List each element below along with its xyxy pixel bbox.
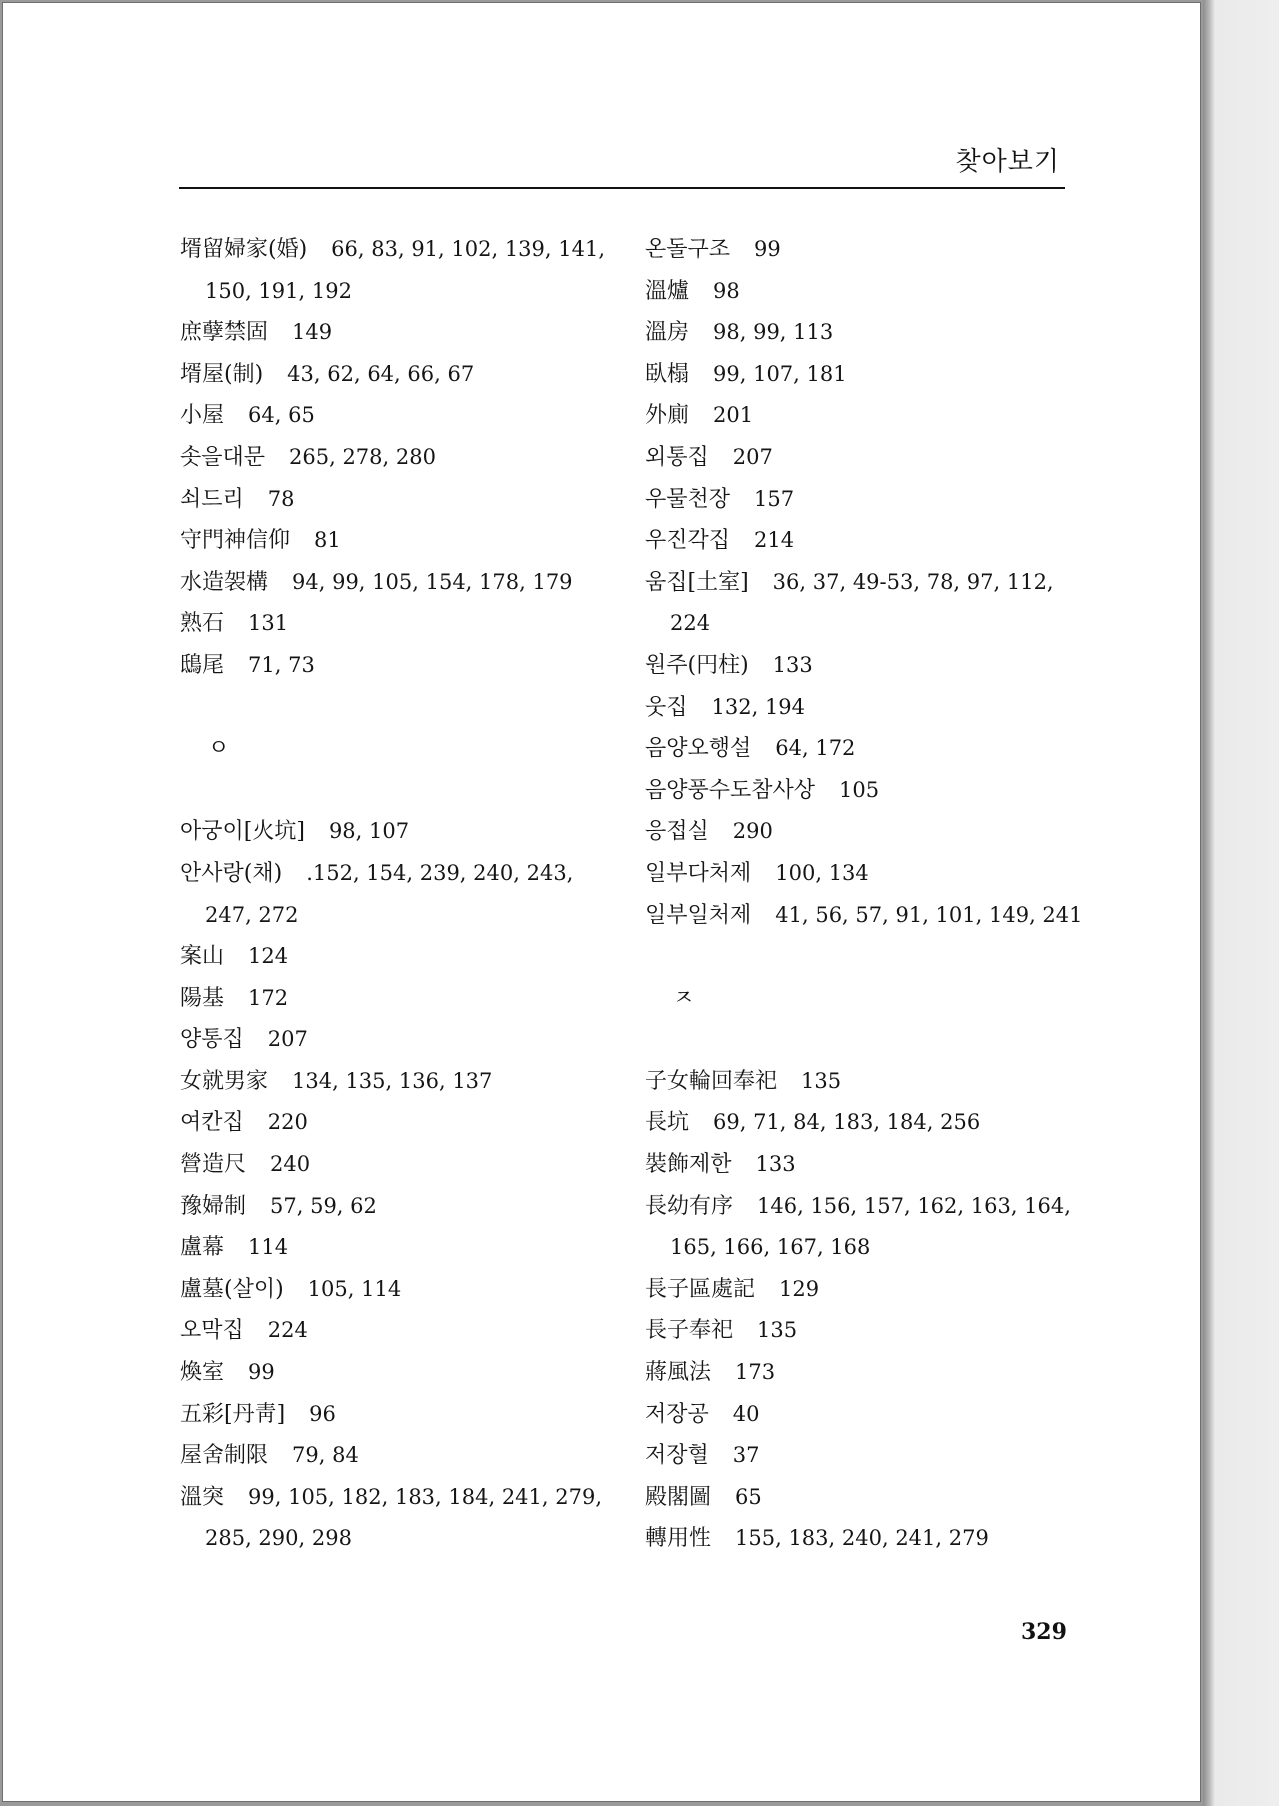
index-entry <box>180 811 625 853</box>
index-entry <box>180 1144 625 1186</box>
index-term: 子女輪回奉祀 <box>645 1068 778 1094</box>
section-letter-heading: ㅇ <box>208 736 230 762</box>
index-term: 陽基 <box>180 985 225 1011</box>
index-term: 일부다처제 <box>645 860 752 886</box>
page-references: 41, 56, 57, 91, 101, 149, 241 <box>775 902 1083 927</box>
index-term: 外廁 <box>645 403 690 429</box>
page-references: 36, 37, 49-53, 78, 97, 112, <box>772 569 1054 594</box>
index-entry <box>645 1186 1085 1228</box>
section-spacer <box>180 770 625 812</box>
index-entry <box>645 1144 1085 1186</box>
index-entry <box>645 1477 1085 1519</box>
index-entry <box>645 271 1085 313</box>
index-entry-continuation <box>645 603 1085 645</box>
index-term: 裝飾제한 <box>645 1152 732 1178</box>
index-entry <box>645 520 1085 562</box>
running-header: 찾아보기 <box>955 147 1060 177</box>
index-column-left <box>180 229 625 1560</box>
index-term: 女就男家 <box>180 1068 269 1094</box>
index-term: 쇠드리 <box>180 486 244 512</box>
index-entry <box>180 1394 625 1436</box>
index-entry <box>180 603 625 645</box>
page-references: 132, 194 <box>711 694 806 719</box>
index-term: 屋舍制限 <box>180 1443 269 1469</box>
index-term: 五彩[丹靑] <box>180 1401 286 1427</box>
index-entry <box>645 229 1085 271</box>
page-references: 146, 156, 157, 162, 163, 164, <box>757 1193 1071 1218</box>
index-entry <box>180 1435 625 1477</box>
page-references: 124 <box>248 944 289 969</box>
index-entry <box>180 562 625 604</box>
index-entry <box>645 770 1085 812</box>
index-entry <box>645 811 1085 853</box>
index-entry <box>180 936 625 978</box>
index-entry <box>180 1019 625 1061</box>
page-references: .152, 154, 239, 240, 243, <box>306 860 574 885</box>
index-entry-continuation <box>180 1518 625 1560</box>
index-entry <box>645 479 1085 521</box>
book-page <box>2 2 1201 1802</box>
index-entry <box>645 1518 1085 1560</box>
page-references: 131 <box>248 611 289 636</box>
index-entry <box>180 645 625 687</box>
page-references: 150, 191, 192 <box>205 278 352 303</box>
page-references: 99 <box>248 1360 275 1385</box>
header-rule <box>179 187 1065 189</box>
index-entry <box>180 229 625 271</box>
index-column-right <box>645 229 1085 1560</box>
index-term: 營造尺 <box>180 1152 247 1178</box>
index-term: 熟石 <box>180 611 225 637</box>
page-references: 66, 83, 91, 102, 139, 141, <box>331 237 606 261</box>
page-references: 201 <box>713 403 754 428</box>
index-entry <box>645 312 1085 354</box>
index-entry <box>180 1186 625 1228</box>
section-spacer <box>180 687 625 729</box>
index-entry <box>645 354 1085 396</box>
index-entry <box>180 1102 625 1144</box>
page-references: 157 <box>754 486 795 511</box>
index-entry <box>645 1352 1085 1394</box>
index-entry <box>645 1310 1085 1352</box>
page-references: 99, 107, 181 <box>713 361 847 386</box>
page-references: 165, 166, 167, 168 <box>670 1235 871 1260</box>
page-references: 114 <box>248 1235 289 1260</box>
index-term: 우물천장 <box>645 486 731 512</box>
index-term: 轉用性 <box>645 1526 712 1552</box>
index-term: 저장혈 <box>645 1443 709 1469</box>
index-term: 長子奉祀 <box>645 1318 734 1344</box>
page-references: 285, 290, 298 <box>205 1526 352 1551</box>
page-references: 78 <box>267 486 295 511</box>
index-entry <box>180 354 625 396</box>
index-term: 일부일처제 <box>645 902 752 928</box>
page-references: 79, 84 <box>292 1443 359 1468</box>
index-term: 움집[土室] <box>645 569 749 595</box>
page-references: 81 <box>314 528 341 553</box>
index-term: 水造袈構 <box>180 569 269 595</box>
index-term: 웃집 <box>645 694 688 720</box>
index-entry-continuation <box>180 271 625 313</box>
index-term: 壻屋(制) <box>180 361 264 387</box>
index-term: 鴟尾 <box>180 652 225 678</box>
page-references: 96 <box>309 1401 336 1426</box>
index-entry <box>645 853 1085 895</box>
index-entry <box>645 687 1085 729</box>
index-term: 응접실 <box>645 819 709 845</box>
page-references: 214 <box>754 528 795 553</box>
page-references: 100, 134 <box>775 860 869 885</box>
page-references: 64, 172 <box>775 736 856 761</box>
index-term: 우진각집 <box>645 528 731 554</box>
page-references: 37 <box>732 1443 760 1468</box>
page-references: 173 <box>735 1360 776 1385</box>
viewer-gutter <box>1203 0 1279 1806</box>
index-entry <box>645 645 1085 687</box>
index-entry <box>645 1269 1085 1311</box>
index-term: 溫突 <box>180 1484 225 1510</box>
index-term: 蔣風法 <box>645 1360 712 1386</box>
index-term: 아궁이[火坑] <box>180 819 305 845</box>
index-entry <box>180 1269 625 1311</box>
index-entry <box>180 520 625 562</box>
page-references: 290 <box>732 819 773 844</box>
index-entry <box>645 728 1085 770</box>
index-entry <box>645 1394 1085 1436</box>
page-references: 133 <box>772 652 813 677</box>
index-entry <box>645 895 1085 937</box>
page-references: 98, 107 <box>328 819 410 844</box>
index-term: 음양풍수도참사상 <box>645 777 816 803</box>
index-term: 煥室 <box>180 1360 225 1386</box>
page-references: 57, 59, 62 <box>270 1193 377 1218</box>
page-references: 40 <box>732 1401 760 1426</box>
index-term: 溫房 <box>645 320 690 346</box>
index-entry-continuation <box>645 1227 1085 1269</box>
page-references: 105, 114 <box>307 1276 402 1301</box>
page-references: 105 <box>839 777 880 802</box>
index-term: 豫婦制 <box>180 1193 247 1219</box>
index-term: 溫爐 <box>645 278 690 304</box>
index-term: 음양오행설 <box>645 736 752 762</box>
index-term: 오막집 <box>180 1318 244 1344</box>
page-references: 149 <box>292 320 333 345</box>
index-term: 案山 <box>180 944 225 970</box>
index-term: 솟을대문 <box>180 444 266 470</box>
index-entry <box>180 1352 625 1394</box>
page-references: 207 <box>267 1027 308 1052</box>
index-term: 온돌구조 <box>645 237 731 262</box>
index-term: 小屋 <box>180 403 225 429</box>
index-term: 守門神信仰 <box>180 528 291 554</box>
index-term: 盧墓(살이) <box>180 1276 284 1302</box>
index-entry <box>180 1227 625 1269</box>
index-entry <box>180 978 625 1020</box>
page-references: 135 <box>757 1318 798 1343</box>
page-references: 220 <box>267 1110 308 1135</box>
page-references: 155, 183, 240, 241, 279 <box>735 1526 989 1551</box>
index-term: 원주(円柱) <box>645 652 749 678</box>
page-references: 99, 105, 182, 183, 184, 241, 279, <box>248 1484 603 1509</box>
section-letter-heading: ㅈ <box>673 985 695 1011</box>
index-term: 長子區處記 <box>645 1276 756 1302</box>
index-term: 壻留婦家(婚) <box>180 237 308 262</box>
page-references: 64, 65 <box>248 403 315 428</box>
page-references: 98 <box>713 278 740 303</box>
section-spacer <box>645 1019 1085 1061</box>
page-references: 207 <box>732 444 773 469</box>
page-number: 329 <box>1021 1619 1067 1645</box>
page-references: 43, 62, 64, 66, 67 <box>287 361 475 386</box>
page-references: 69, 71, 84, 183, 184, 256 <box>713 1110 981 1135</box>
index-entry <box>645 1435 1085 1477</box>
page-references: 71, 73 <box>248 652 315 677</box>
index-term: 양통집 <box>180 1027 244 1053</box>
page-references: 99 <box>754 237 781 261</box>
index-term: 長坑 <box>645 1110 690 1136</box>
page-references: 135 <box>801 1068 842 1093</box>
page-references: 247, 272 <box>205 902 299 927</box>
index-term: 여칸집 <box>180 1110 244 1136</box>
page-references: 133 <box>755 1152 796 1177</box>
page-references: 134, 135, 136, 137 <box>292 1068 493 1093</box>
index-term: 외통집 <box>645 444 709 470</box>
page-references: 129 <box>779 1276 820 1301</box>
index-term: 長幼有序 <box>645 1193 734 1219</box>
index-entry <box>180 1061 625 1103</box>
index-entry <box>645 562 1085 604</box>
page-references: 240 <box>270 1152 311 1177</box>
index-entry <box>645 1102 1085 1144</box>
index-term: 盧幕 <box>180 1235 225 1261</box>
page-references: 224 <box>267 1318 308 1343</box>
index-term: 안사랑(채) <box>180 860 283 886</box>
index-entry <box>645 1061 1085 1103</box>
index-entry-continuation <box>180 895 625 937</box>
index-term: 臥榻 <box>645 361 690 387</box>
index-entry <box>180 312 625 354</box>
index-entry <box>180 395 625 437</box>
index-entry <box>180 853 625 895</box>
index-term: 저장공 <box>645 1401 709 1427</box>
index-term: 庶孽禁固 <box>180 320 269 346</box>
section-spacer <box>645 936 1085 978</box>
page-references: 98, 99, 113 <box>713 320 834 345</box>
page-references: 265, 278, 280 <box>289 444 436 469</box>
index-entry <box>180 437 625 479</box>
index-entry <box>180 1477 625 1519</box>
index-term: 殿閣圖 <box>645 1484 712 1510</box>
index-entry <box>180 1310 625 1352</box>
index-entry <box>645 395 1085 437</box>
page-references: 94, 99, 105, 154, 178, 179 <box>292 569 573 594</box>
page-references: 172 <box>248 985 289 1010</box>
page-references: 224 <box>670 611 711 636</box>
index-entry <box>645 437 1085 479</box>
page-references: 65 <box>735 1484 762 1509</box>
index-entry <box>180 479 625 521</box>
